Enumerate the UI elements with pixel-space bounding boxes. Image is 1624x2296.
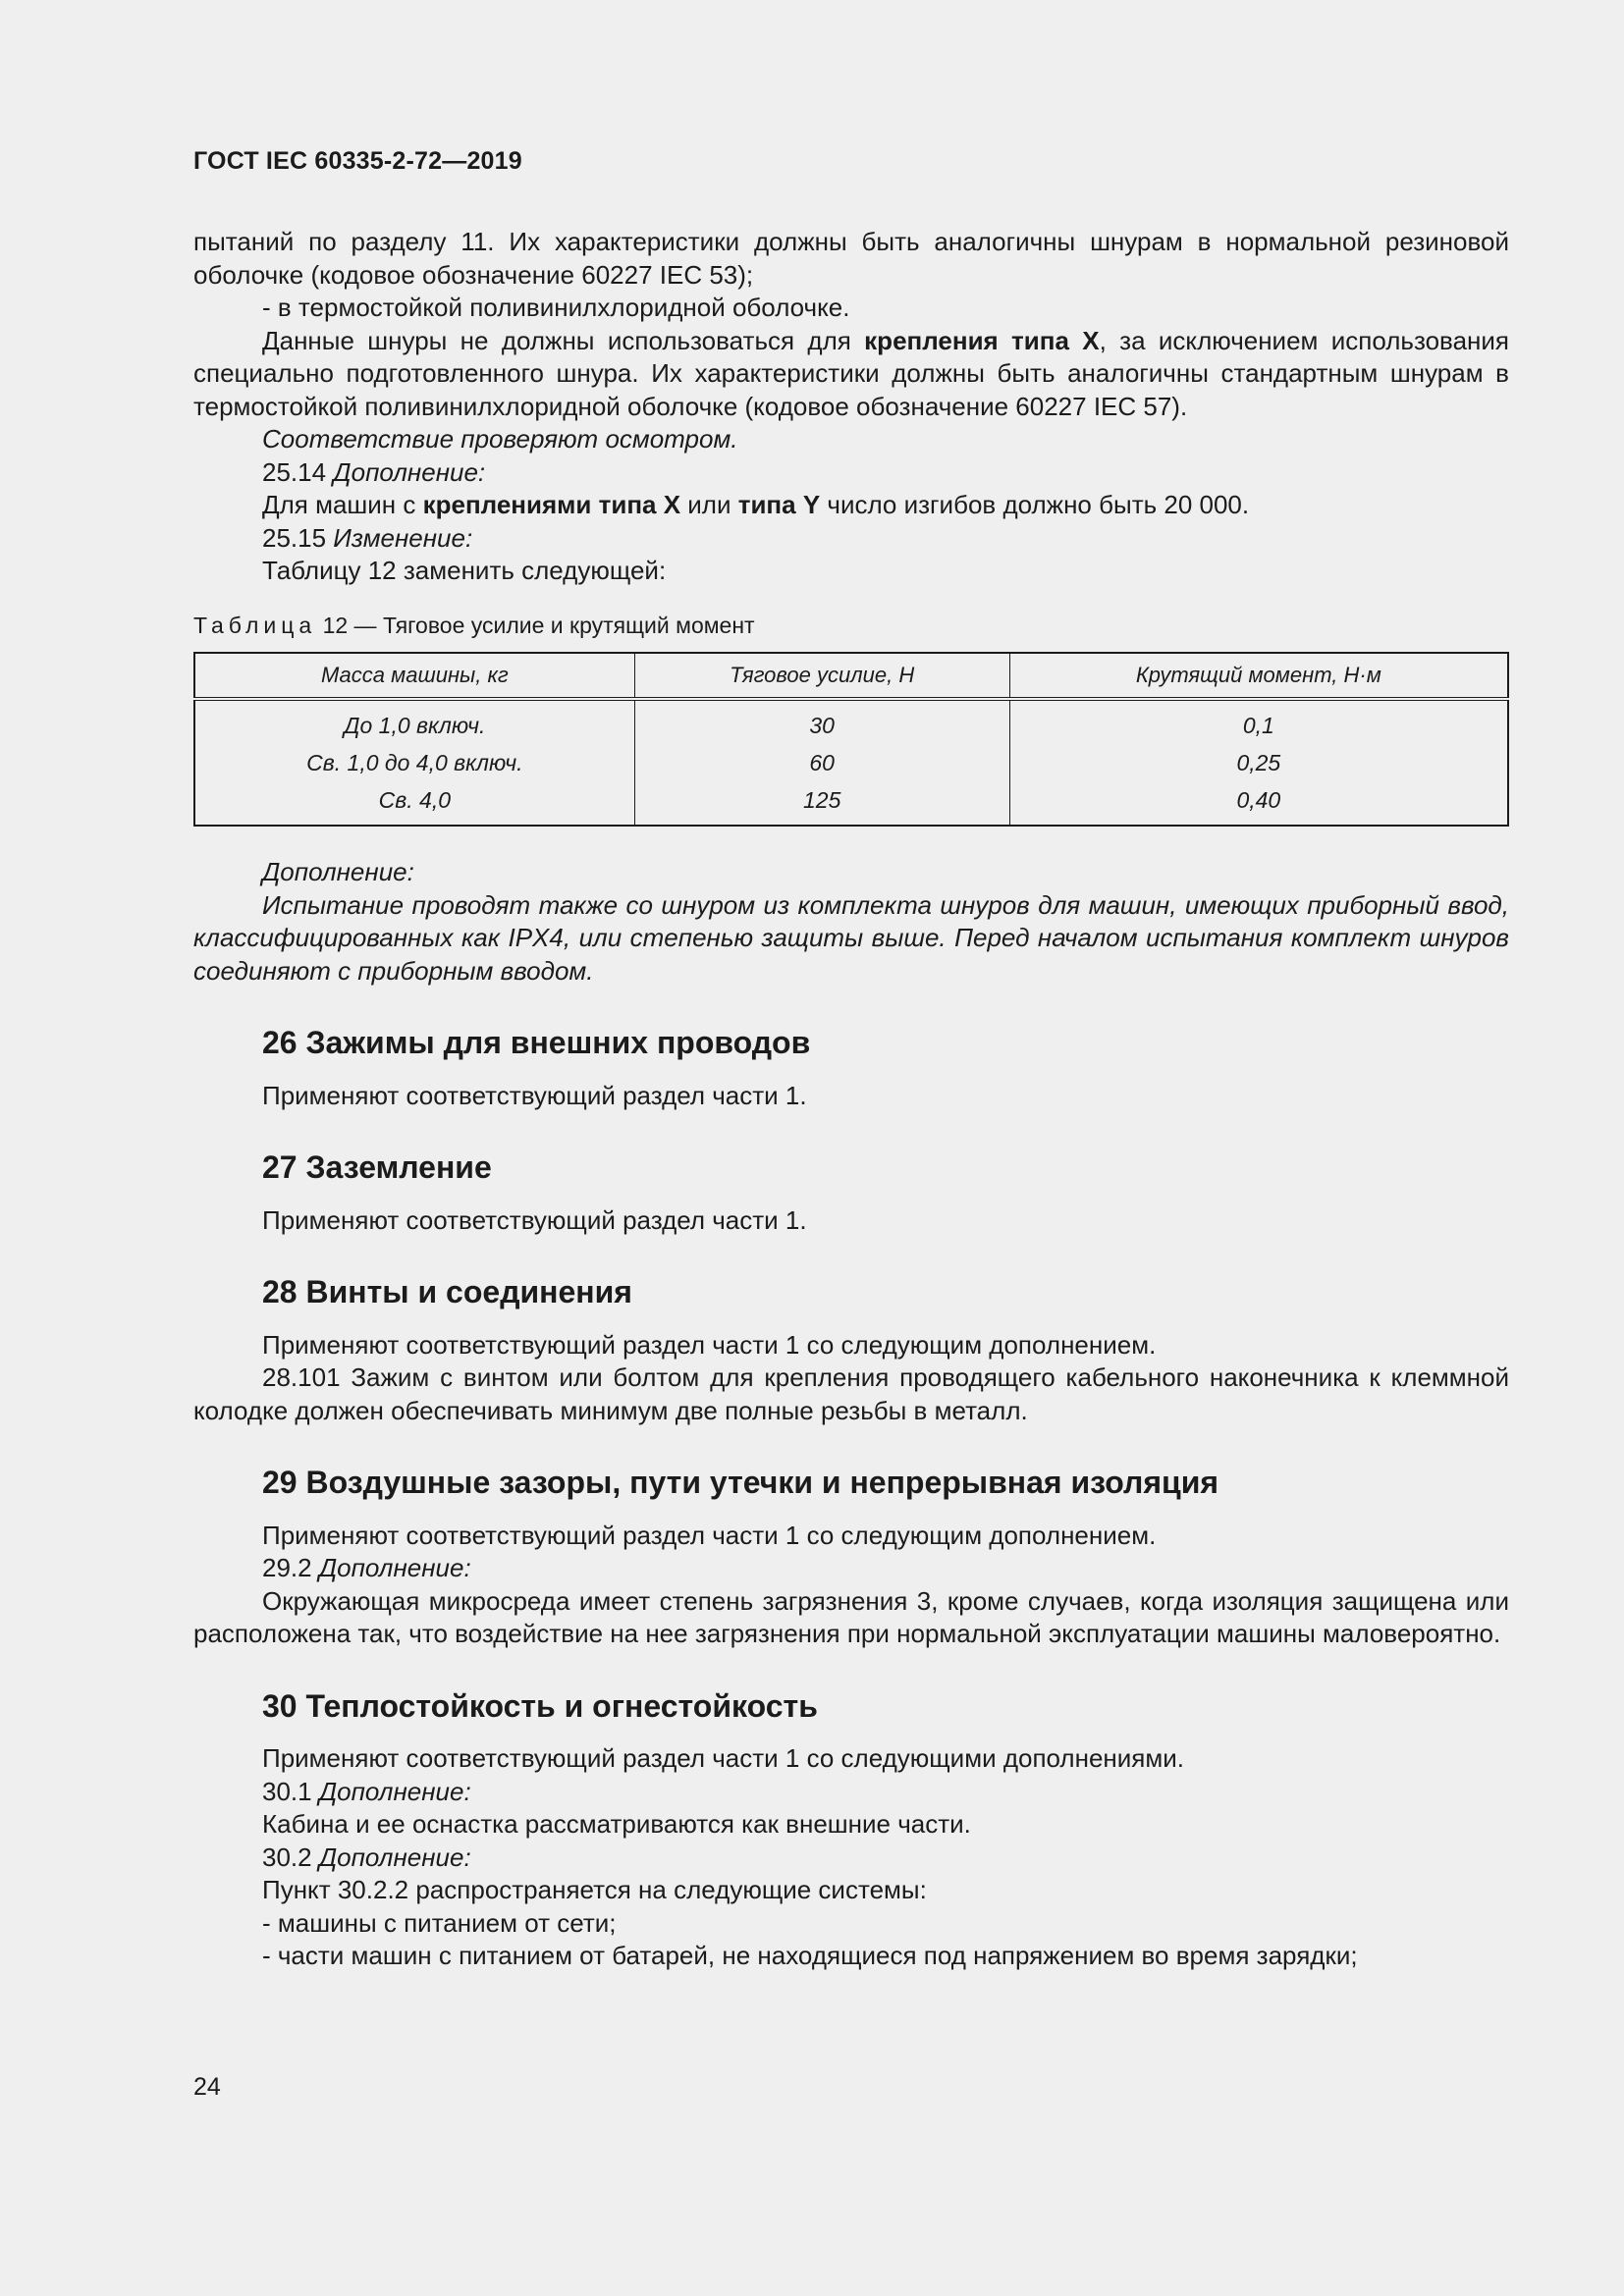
column-header: Масса машины, кг — [194, 653, 634, 699]
section-27 — [193, 1151, 1509, 1237]
paragraph — [193, 325, 1509, 424]
bold-term: крепления типа X — [864, 325, 1100, 355]
table-caption — [193, 610, 1509, 643]
section-title: 28 Винты и соединения — [262, 1274, 632, 1309]
paragraph: Испытание проводят также со шнуром из комплекта шнуров для машин, имеющих приборный ввод, классифицированных как IPX4, или степенью защиты выше. Перед началом испытания комплект шнуров соединяют с приборным вводом. — [193, 889, 1509, 986]
table-row — [194, 699, 1508, 826]
clause-label: Дополнение: — [318, 1776, 471, 1806]
column-header: Тяговое усилие, Н — [634, 653, 1009, 699]
table-caption-text: 12 — Тяговое усилие и крутящий момент — [322, 612, 755, 638]
page-content — [193, 226, 1509, 1973]
section-title: 27 Заземление — [262, 1149, 492, 1185]
clause-label: Дополнение: — [318, 1842, 471, 1872]
section-30 — [193, 1687, 1509, 1973]
section-title: 30 Теплостойкость и огнестойкость — [262, 1687, 818, 1724]
paragraph: Применяют соответствующий раздел части 1. — [262, 1080, 807, 1110]
page-number: 24 — [193, 2073, 221, 2101]
paragraph: Применяют соответствующий раздел части 1. — [262, 1204, 807, 1235]
table-cell — [634, 699, 1009, 826]
text-run: или — [680, 490, 738, 519]
section-title: 26 Зажимы для внешних проводов — [262, 1025, 811, 1060]
clause-number: 29.2 — [262, 1553, 319, 1582]
data-table — [193, 652, 1509, 827]
paragraph — [193, 489, 1509, 522]
cell-value: 60 — [809, 750, 835, 775]
clause-heading — [193, 1842, 1509, 1875]
text-run: Данные шнуры не должны использоваться для — [262, 325, 865, 355]
clause-number: 30.2 — [262, 1842, 319, 1872]
clause-label: Изменение: — [333, 522, 473, 553]
cell-value: До 1,0 включ. — [344, 713, 486, 738]
section-title: 29 Воздушные зазоры, пути утечки и непрерывная изоляция — [262, 1465, 1219, 1500]
cell-value: Св. 4,0 — [378, 787, 452, 813]
list-item: - машины с питанием от сети; — [262, 1907, 617, 1938]
clause-label: Дополнение: — [333, 456, 486, 487]
paragraph: пытаний по разделу 11. Их характеристики должны быть аналогичны шнурам в нормальной резиновой оболочке (кодовое обозначение 60227 IEC 53); — [193, 227, 1509, 290]
bold-term: типа Y — [737, 490, 821, 519]
paragraph: Пункт 30.2.2 распространяется на следующие системы: — [262, 1875, 927, 1904]
cell-value: 0,1 — [1242, 713, 1274, 738]
table-cell — [194, 699, 634, 826]
text-run: , за исключением использования специально подготовленного шнура. Их характеристики должны быть аналогичны стандартным шнурам в термостойкой поливинилхлоридной оболочке (кодовое обозначение 60227 IEC 57). — [193, 325, 1509, 421]
clause-label: Дополнение: — [318, 1553, 471, 1582]
addition-label: Дополнение: — [262, 857, 414, 886]
cell-value: 30 — [809, 713, 835, 738]
list-item: - части машин с питанием от батарей, не находящиеся под напряжением во время зарядки; — [262, 1941, 1358, 1970]
clause-heading — [193, 1552, 1509, 1585]
clause-heading — [193, 522, 1509, 556]
paragraph: Применяют соответствующий раздел части 1 со следующими дополнениями. — [262, 1743, 1184, 1773]
cell-value: 0,40 — [1236, 787, 1281, 813]
bold-term: креплениями типа X — [422, 490, 681, 519]
paragraph: Соответствие проверяют осмотром. — [262, 424, 738, 454]
paragraph: Применяют соответствующий раздел части 1 со следующим дополнением. — [262, 1520, 1157, 1550]
cell-value: 0,25 — [1236, 750, 1281, 775]
section-29 — [193, 1467, 1509, 1651]
section-28 — [193, 1276, 1509, 1427]
text-run: Для машин с — [262, 490, 423, 519]
paragraph: Окружающая микросреда имеет степень загрязнения 3, кроме случаев, когда изоляция защищена или расположена так, что воздействие на нее загрязнения при нормальной эксплуатации машины маловероятно. — [193, 1585, 1509, 1648]
paragraph: Кабина и ее оснастка рассматриваются как внешние части. — [262, 1809, 971, 1839]
paragraph: Таблицу 12 заменить следующей: — [262, 556, 667, 585]
clause-number: 30.1 — [262, 1776, 319, 1806]
paragraph: Применяют соответствующий раздел части 1 со следующим дополнением. — [262, 1329, 1157, 1360]
table-caption-word: Таблица — [193, 612, 317, 638]
section-26 — [193, 1027, 1509, 1112]
clause-heading — [193, 1776, 1509, 1809]
clause-number: 25.15 — [262, 522, 334, 553]
cell-value: 125 — [802, 787, 841, 813]
addition-block — [193, 856, 1509, 988]
list-item: - в термостойкой поливинилхлоридной оболочке. — [262, 293, 850, 322]
document-header: ГОСТ IEC 60335-2-72—2019 — [193, 147, 522, 175]
paragraph: 28.101 Зажим с винтом или болтом для крепления проводящего кабельного наконечника к клеммной колодке должен обеспечивать минимум две полные резьбы в металл. — [193, 1362, 1509, 1425]
text-run: число изгибов должно быть 20 000. — [820, 490, 1250, 519]
clause-number: 25.14 — [262, 456, 334, 487]
clause-heading — [193, 456, 1509, 490]
column-header: Крутящий момент, Н·м — [1009, 653, 1508, 699]
cell-value: Св. 1,0 до 4,0 включ. — [306, 750, 523, 775]
table-cell — [1009, 699, 1508, 826]
